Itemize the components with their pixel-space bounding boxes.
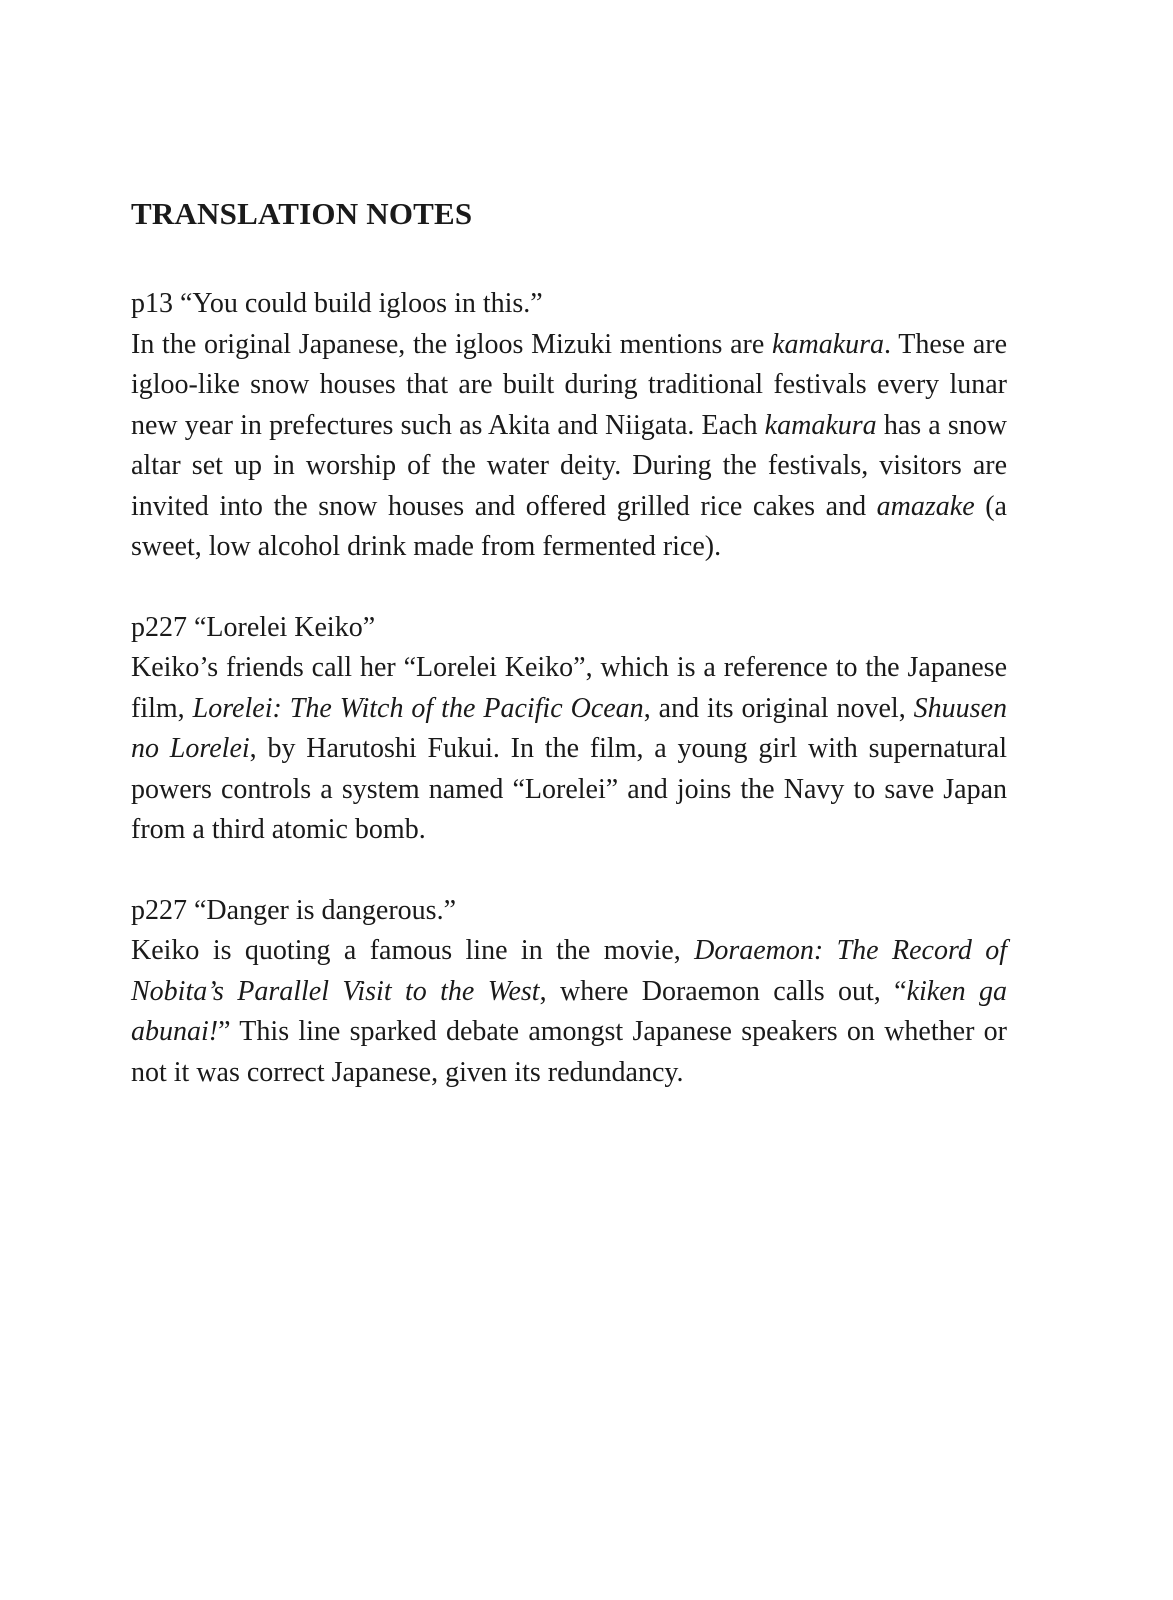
note-text: . These are igloo-like snow houses that are built during traditional festivals every lunar new year in prefectures such as Akita and Niigata. Each — [131, 328, 1008, 441]
note-body — [131, 325, 1007, 568]
note-italic-title: Lorelei: The Witch of the Pacific Ocean — [192, 692, 644, 724]
note-text: , and its original novel, — [643, 692, 914, 724]
note-text: Keiko is quoting a famous line in the movie, — [131, 935, 695, 966]
note-kamakura — [131, 284, 1007, 568]
page-heading: TRANSLATION NOTES — [131, 196, 473, 231]
note-title: p13 “You could build igloos in this.” — [131, 288, 543, 319]
note-text: , by Harutoshi Fukui. In the film, a young girl with supernatural powers controls a system named “Lorelei” and joins the Navy to save Japan from a third atomic bomb. — [131, 733, 1007, 845]
note-lorelei-keiko — [131, 608, 1007, 851]
note-title: p227 “Danger is dangerous.” — [131, 894, 457, 926]
note-text: , where Doraemon calls out, “ — [539, 975, 907, 1007]
note-text: Keiko’s friends call her “Lorelei Keiko”, which is a reference to the Japanese film, — [131, 652, 1007, 724]
note-italic-term: kamakura — [772, 328, 885, 360]
note-italic-term: kamakura — [764, 409, 877, 441]
note-text: (a sweet, low alcohol drink made from fermented rice). — [131, 490, 1007, 562]
note-danger-is-dangerous — [131, 891, 1007, 1094]
note-italic-title: Shuusen no Lorelei — [131, 692, 1007, 764]
translation-notes-page — [131, 192, 1007, 1133]
note-text: ” This line sparked debate amongst Japanese speakers on whether or not it was correct Japanese, given its redundancy. — [131, 1016, 1007, 1088]
note-body — [131, 931, 1007, 1093]
note-italic-term: amazake — [876, 490, 975, 522]
note-italic-title: Doraemon: The Record of Nobita’s Parallel Visit to the West — [131, 935, 1008, 1007]
note-text: has a snow altar set up in worship of the water deity. During the festivals, visitors are invited into the snow houses and offered grilled rice cakes and — [131, 409, 1008, 522]
note-title: p227 “Lorelei Keiko” — [131, 611, 376, 643]
note-body — [131, 648, 1007, 851]
note-italic-quote: kiken ga abunai! — [131, 975, 1007, 1047]
note-text: In the original Japanese, the igloos Mizuki mentions are — [131, 328, 773, 360]
